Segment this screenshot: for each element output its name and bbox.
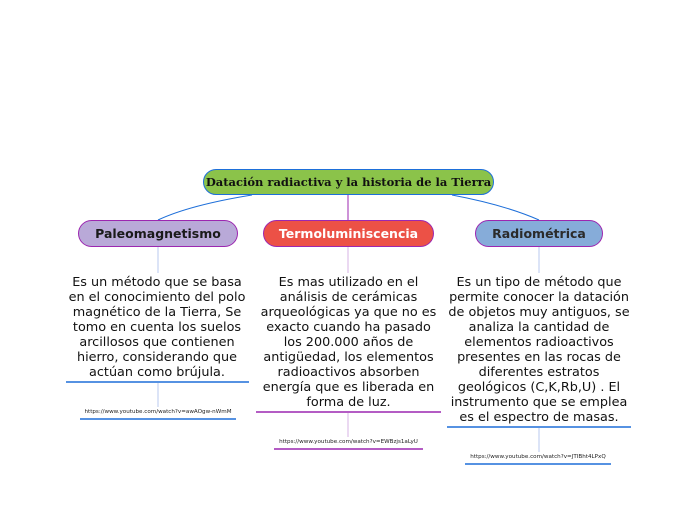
topic-radiometrica-label: Radiométrica: [492, 226, 586, 241]
topic-radiometrica[interactable]: [475, 220, 603, 247]
topic-termoluminiscencia-label: Termoluminiscencia: [278, 226, 419, 241]
description-paleomagnetismo: Es un método que se basa en el conocimiento del polo magnético de la Tierra, Se tomo en cuenta los suelos arcillosos que contienen hierro, considerando que actúan como brújula.: [68, 275, 246, 380]
topic-paleomagnetismo-label: Paleomagnetismo: [95, 226, 221, 241]
youtube-link-termoluminiscencia[interactable]: https://www.youtube.com/watch?v=EWBzjs1aLyU: [279, 439, 418, 445]
topic-paleomagnetismo[interactable]: [78, 220, 238, 247]
description-termoluminiscencia: Es mas utilizado en el análisis de cerámicas arqueológicas ya que no es exacto cuando ha pasado los 200.000 años de antigüedad, los elementos radioactivos absorben energía que es liberada en forma de luz.: [260, 275, 437, 410]
topic-termoluminiscencia[interactable]: [263, 220, 434, 247]
root-topic-label: Datación radiactiva y la historia de la Tierra: [205, 175, 492, 189]
youtube-link-radiometrica[interactable]: https://www.youtube.com/watch?v=JTIBht4LPxQ: [470, 454, 606, 460]
root-topic[interactable]: [203, 169, 494, 195]
connector-root-radiometrica: [452, 195, 539, 220]
description-radiometrica: Es un tipo de método que permite conocer la datación de objetos muy antiguos, se analiza la cantidad de elementos radioactivos presentes en las rocas de diferentes estratos geológicos (C,K,Rb,U) . El instrumento que se emplea es el espectro de masas.: [448, 275, 630, 425]
youtube-link-paleomagnetismo[interactable]: https://www.youtube.com/watch?v=awAOgw-nWmM: [84, 409, 232, 415]
connector-root-paleomagnetismo: [158, 195, 252, 220]
